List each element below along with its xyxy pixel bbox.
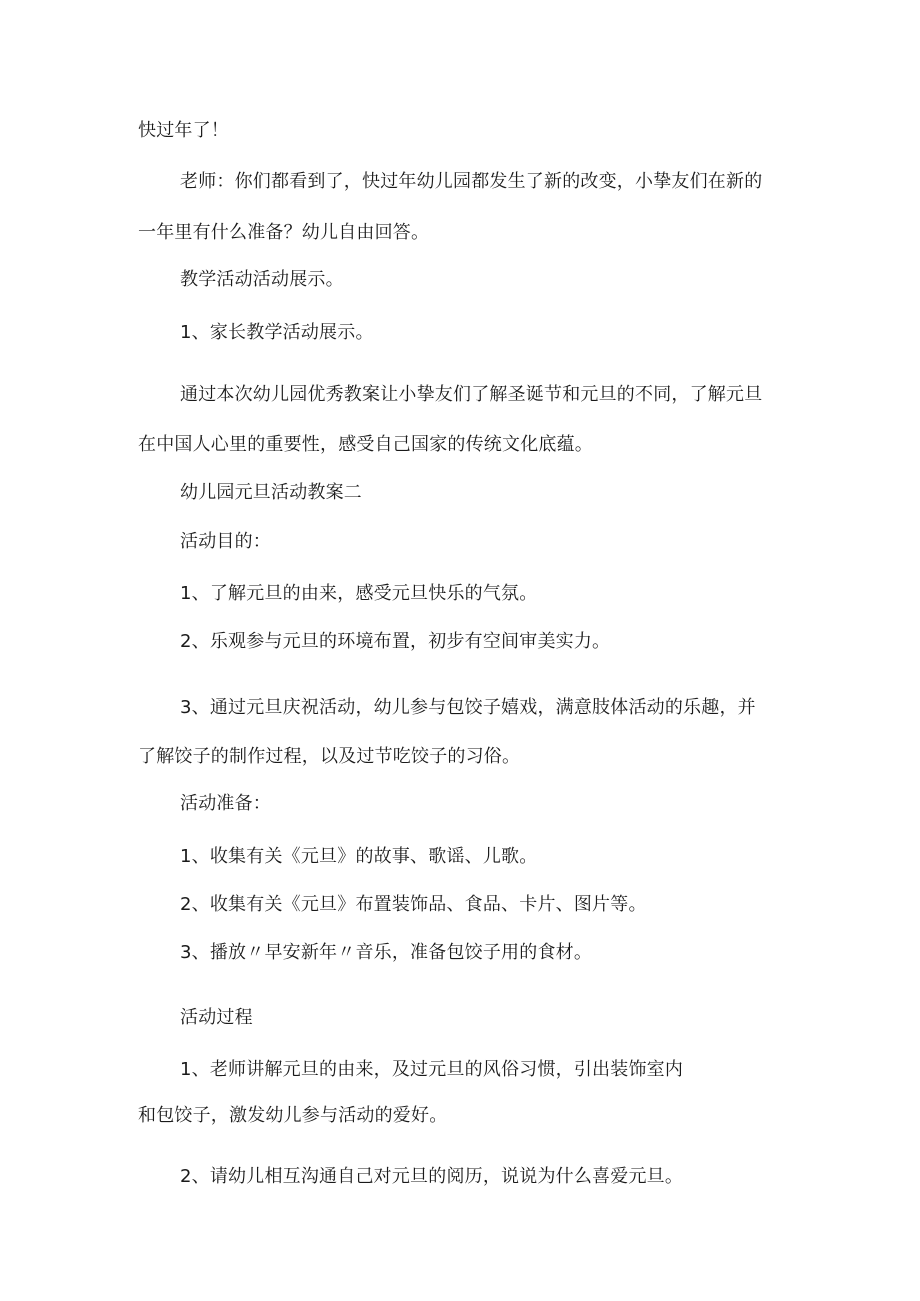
list-item: 1、老师讲解元旦的由来，及过元旦的风俗习惯，引出装饰室内 [180, 1059, 684, 1080]
list-item: 2、请幼儿相互沟通自己对元旦的阅历，说说为什么喜爱元旦。 [180, 1166, 684, 1187]
text-line: 在中国人心里的重要性，感受自己国家的传统文化底蕴。 [138, 434, 593, 455]
text-line: 活动准备： [180, 793, 271, 814]
text-line: 快过年了！ [138, 120, 229, 141]
list-item: 1、收集有关《元旦》的故事、歌谣、儿歌。 [180, 846, 538, 867]
list-item: 2、乐观参与元旦的环境布置，初步有空间审美实力。 [180, 631, 611, 652]
text-line: 1、家长教学活动展示。 [180, 322, 374, 343]
text-line: 和包饺子，激发幼儿参与活动的爱好。 [138, 1105, 448, 1126]
section-heading: 幼儿园元旦活动教案二 [180, 482, 362, 503]
list-item: 1、了解元旦的由来，感受元旦快乐的气氛。 [180, 583, 538, 604]
list-item: 2、收集有关《元旦》布置装饰品、食品、卡片、图片等。 [180, 894, 647, 915]
text-line: 活动过程 [180, 1007, 253, 1028]
text-line: 一年里有什么准备？幼儿自由回答。 [138, 222, 430, 243]
text-line: 老师：你们都看到了，快过年幼儿园都发生了新的改变，小挚友们在新的 [180, 171, 763, 192]
text-line: 通过本次幼儿园优秀教案让小挚友们了解圣诞节和元旦的不同，了解元旦 [180, 384, 763, 405]
text-line: 了解饺子的制作过程，以及过节吃饺子的习俗。 [138, 746, 521, 767]
text-line: 教学活动活动展示。 [180, 269, 344, 290]
list-item: 3、通过元旦庆祝活动，幼儿参与包饺子嬉戏，满意肢体活动的乐趣，并 [180, 697, 756, 718]
list-item: 3、播放〃早安新年〃音乐，准备包饺子用的食材。 [180, 942, 593, 963]
text-line: 活动目的： [180, 531, 271, 552]
